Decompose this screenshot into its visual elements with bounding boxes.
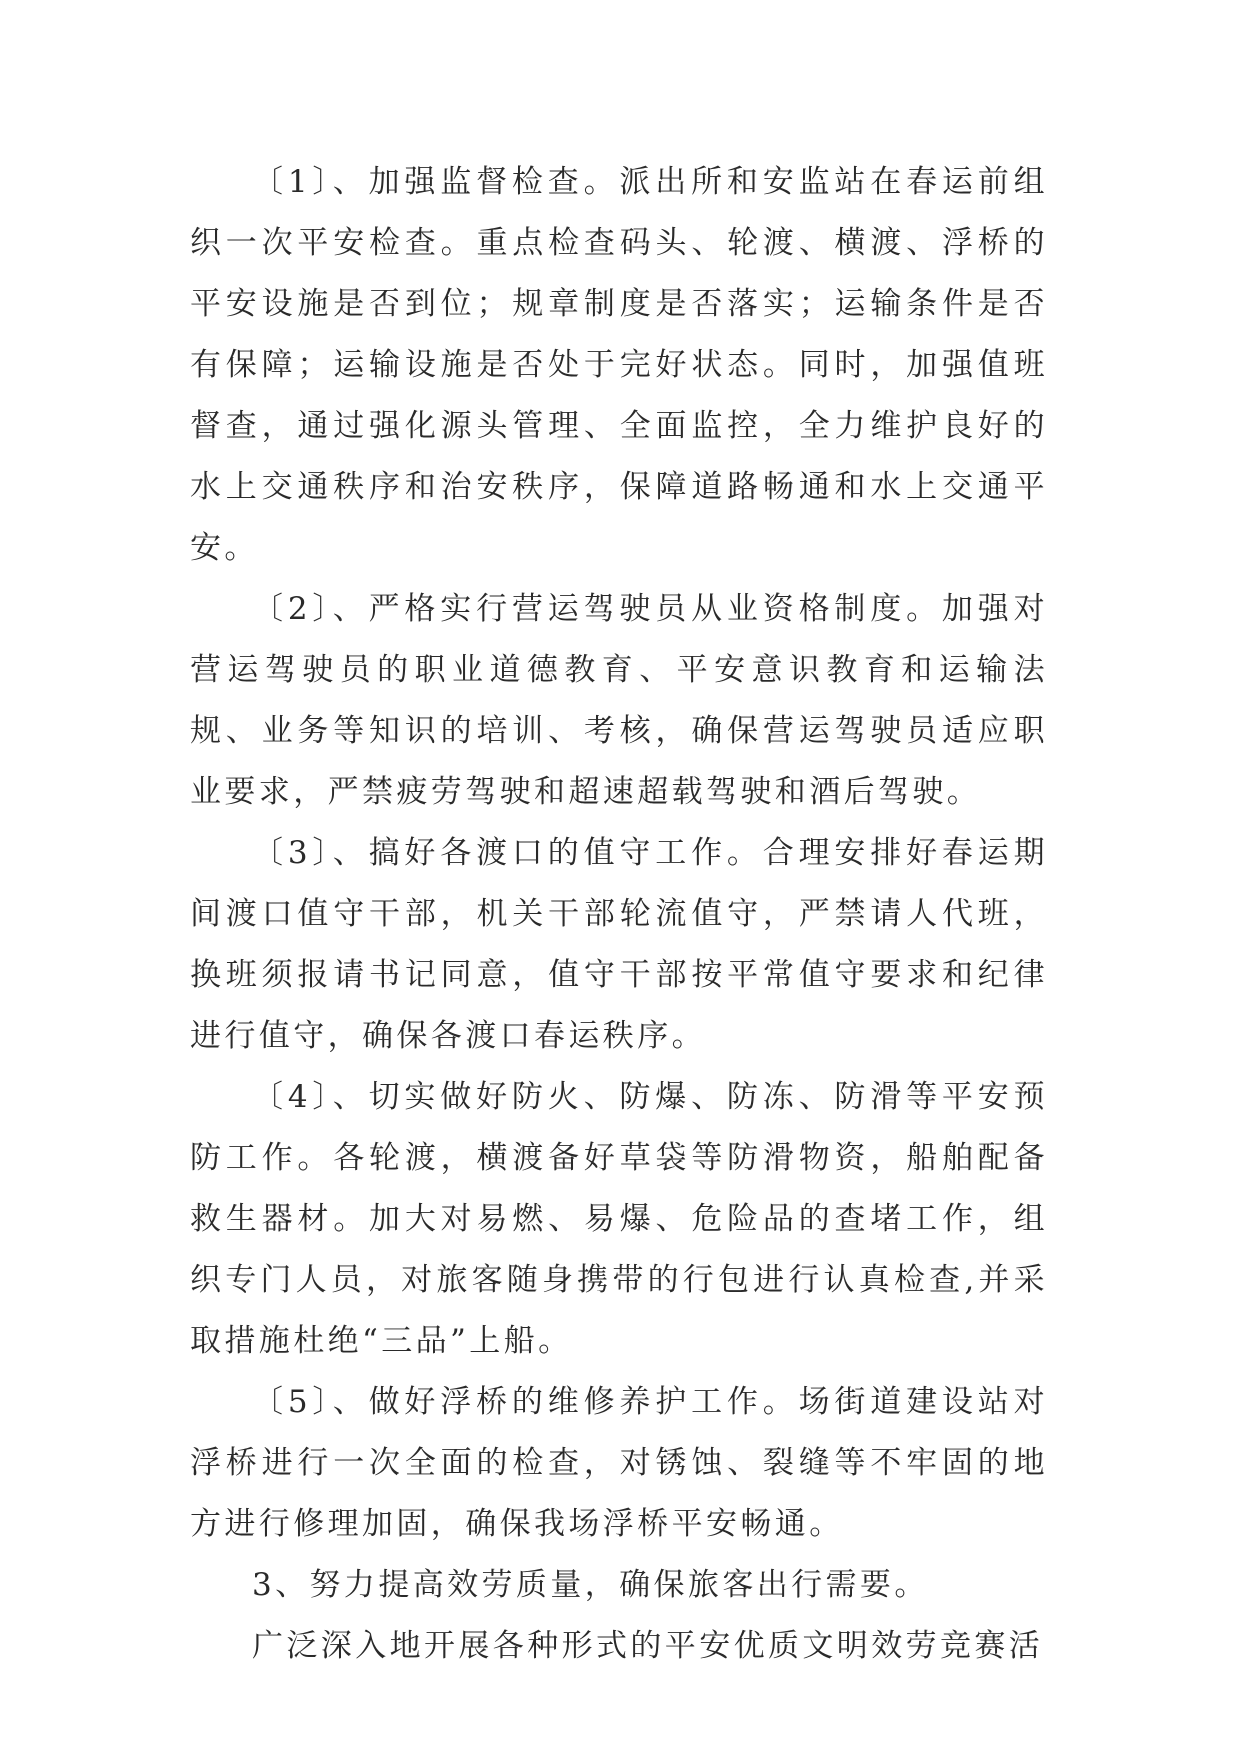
paragraph-4: 〔4〕、切实做好防火、防爆、防冻、防滑等平安预防工作。各轮渡，横渡备好草袋等防滑物资，船舶配备救生器材。加大对易燃、易爆、危险品的查堵工作，组织专门人员，对旅客随身携带的行包进行认真检查,并采取措施杜绝“三品”上船。 [190,1079,1048,1359]
paragraph-3: 〔3〕、搞好各渡口的值守工作。合理安排好春运期间渡口值守干部，机关干部轮流值守，严禁请人代班，换班须报请书记同意，值守干部按平常值守要求和纪律进行值守，确保各渡口春运秩序。 [190,835,1048,1054]
document-body [190,152,1048,1677]
paragraph-1: 〔1〕、加强监督检查。派出所和安监站在春运前组织一次平安检查。重点检查码头、轮渡、横渡、浮桥的平安设施是否到位；规章制度是否落实；运输条件是否有保障；运输设施是否处于完好状态。同时，加强值班督查，通过强化源头管理、全面监控，全力维护良好的水上交通秩序和治安秩序，保障道路畅通和水上交通平安。 [190,164,1048,566]
paragraph-7: 广泛深入地开展各种形式的平安优质文明效劳竞赛活 [252,1628,1044,1664]
paragraph-6: 3、努力提高效劳质量，确保旅客出行需要。 [252,1567,929,1603]
paragraph-5: 〔5〕、做好浮桥的维修养护工作。场街道建设站对浮桥进行一次全面的检查，对锈蚀、裂缝等不牢固的地方进行修理加固，确保我场浮桥平安畅通。 [190,1384,1048,1542]
paragraph-2: 〔2〕、严格实行营运驾驶员从业资格制度。加强对营运驾驶员的职业道德教育、平安意识教育和运输法规、业务等知识的培训、考核，确保营运驾驶员适应职业要求，严禁疲劳驾驶和超速超载驾驶和酒后驾驶。 [190,591,1048,810]
